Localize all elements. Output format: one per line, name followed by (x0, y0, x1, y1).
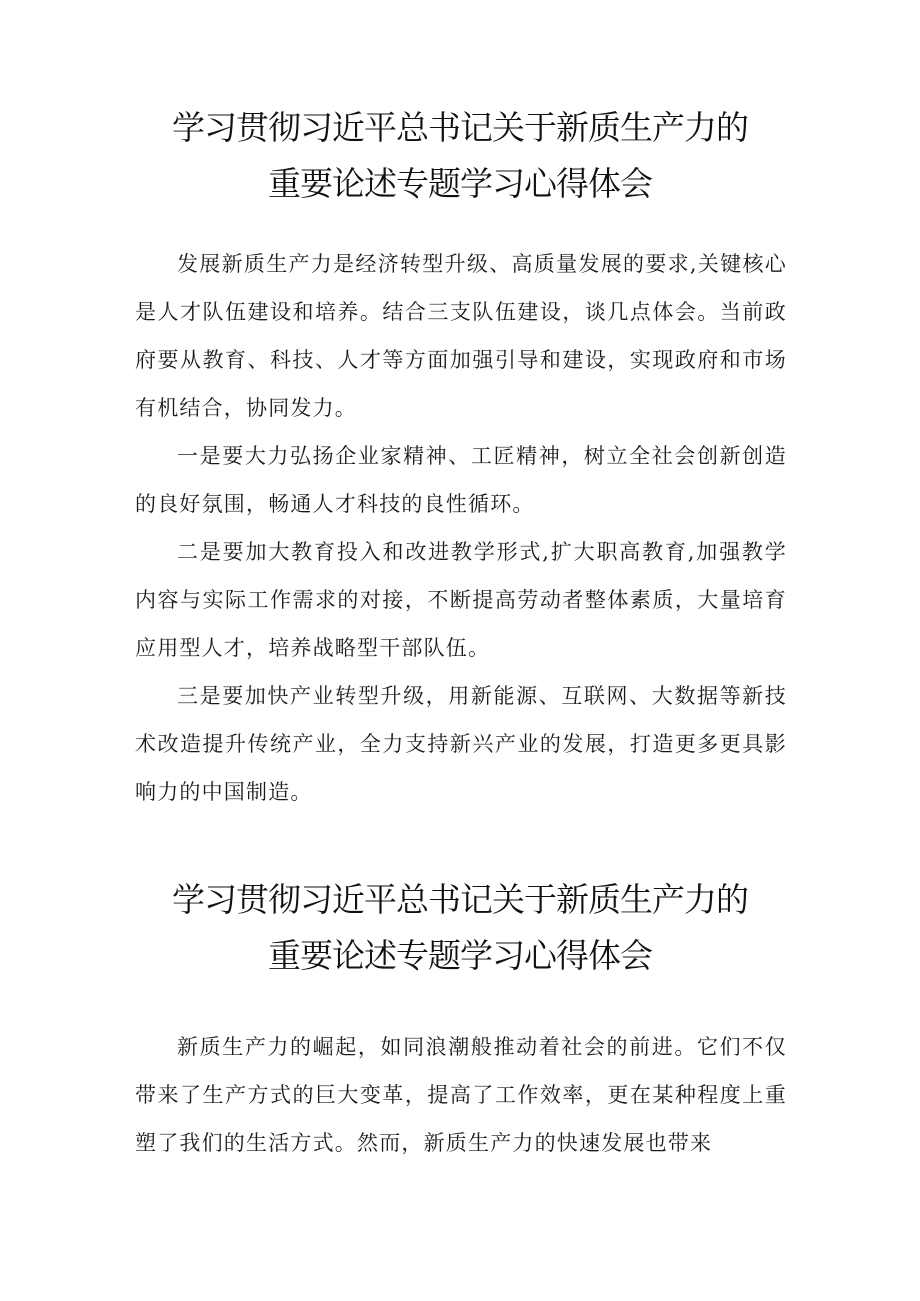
section-2-body (135, 1023, 787, 1167)
section-1-body (135, 240, 787, 816)
section-1-paragraph-3: 二是要加大教育投入和改进教学形式,扩大职高教育,加强教学内容与实际工作需求的对接，不断提高劳动者整体素质，大量培育应用型人才，培养战略型干部队伍。 (135, 540, 787, 660)
section-1-paragraph-4: 三是要加快产业转型升级，用新能源、互联网、大数据等新技术改造提升传统产业，全力支持新兴产业的发展，打造更多更具影响力的中国制造。 (135, 684, 787, 804)
section-2-title (100, 872, 820, 984)
section-1-paragraph-1: 发展新质生产力是经济转型升级、高质量发展的要求,关键核心是人才队伍建设和培养。结合三支队伍建设，谈几点体会。当前政府要从教育、科技、人才等方面加强引导和建设，实现政府和市场有机结合，协同发力。 (135, 252, 787, 420)
section-2-title-line-1: 学习贯彻习近平总书记关于新质生产力的 (172, 880, 748, 919)
section-2-paragraph-1: 新质生产力的崛起，如同浪潮般推动着社会的前进。它们不仅带来了生产方式的巨大变革，提高了工作效率，更在某种程度上重塑了我们的生活方式。然而，新质生产力的快速发展也带来 (135, 1035, 787, 1155)
section-1-title-line-1: 学习贯彻习近平总书记关于新质生产力的 (172, 108, 748, 147)
section-2-title-line-2: 重要论述专题学习心得体会 (268, 936, 652, 975)
section-1-paragraph-2: 一是要大力弘扬企业家精神、工匠精神，树立全社会创新创造的良好氛围，畅通人才科技的良性循环。 (135, 444, 787, 516)
section-1-title (100, 100, 820, 212)
section-1-title-line-2: 重要论述专题学习心得体会 (268, 164, 652, 203)
